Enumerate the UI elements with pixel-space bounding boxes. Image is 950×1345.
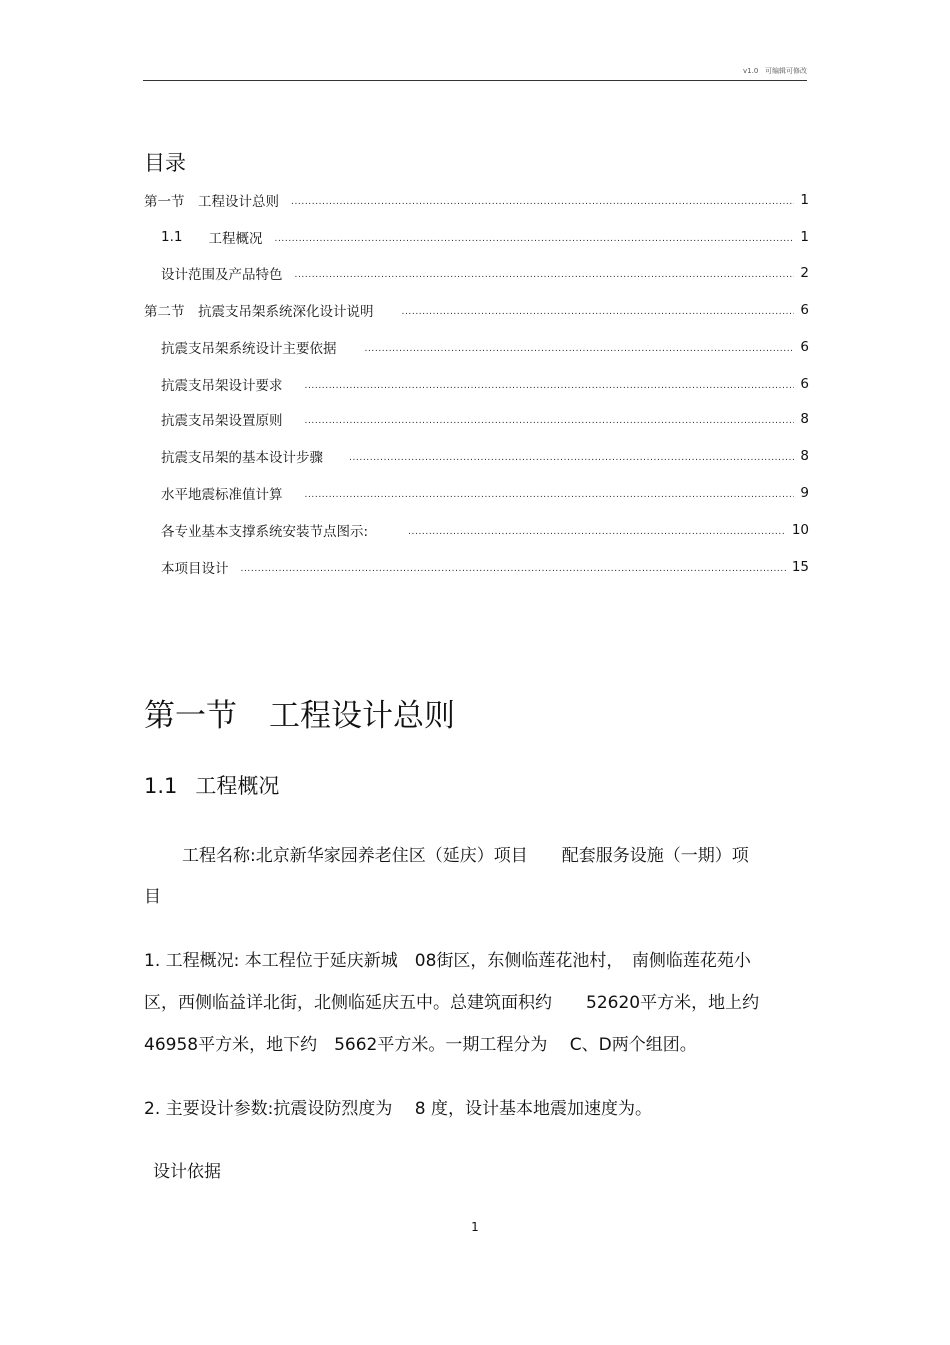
- toc-entry-label: 抗震支吊架设置原则: [161, 413, 283, 429]
- subsection-heading: [144, 770, 279, 800]
- toc-entry-page: 8: [800, 448, 809, 464]
- toc-title: 目录: [144, 151, 186, 175]
- page-header: [743, 66, 807, 76]
- toc-leader-dots: [365, 337, 795, 357]
- toc-entry-page: 1: [800, 229, 809, 245]
- toc-leader-dots: [349, 446, 794, 466]
- toc-entry-page: 2: [800, 265, 809, 281]
- paragraph-line: 1. 工程概况: 本工程位于延庆新城 08街区，东侧临莲花池村， 南侧临莲花苑小: [144, 951, 751, 971]
- toc-entry-label: 工程概况: [208, 231, 263, 247]
- page-number: 1: [471, 1220, 479, 1234]
- toc-entry[interactable]: [161, 557, 809, 577]
- section-number: 第一节: [144, 698, 237, 734]
- header-version: v1.0: [743, 67, 759, 75]
- paragraph-line: 工程名称:北京新华家园养老住区（延庆）项目 配套服务设施（一期）项: [182, 846, 749, 866]
- toc-entry[interactable]: [161, 263, 809, 283]
- toc-entry-page: 1: [800, 192, 809, 208]
- toc-entry-label: 各专业基本支撑系统安装节点图示:: [161, 524, 369, 540]
- toc-entry-page: 6: [800, 302, 809, 318]
- toc-entry-page: 6: [800, 339, 809, 355]
- toc-leader-dots: [274, 227, 794, 247]
- toc-entry-label: 第一节 工程设计总则: [144, 194, 279, 210]
- toc-entry[interactable]: [161, 409, 809, 429]
- toc-entry-page: 8: [800, 411, 809, 427]
- toc-leader-dots: [295, 263, 795, 283]
- paragraph-line: 2. 主要设计参数:抗震设防烈度为 8 度，设计基本地震加速度为。: [144, 1099, 652, 1119]
- toc-entry[interactable]: [161, 520, 809, 540]
- paragraph-line: 目: [144, 887, 161, 907]
- toc-entry-label: 抗震支吊架的基本设计步骤: [161, 450, 323, 466]
- toc-leader-dots: [305, 409, 795, 429]
- toc-entry-page: 9: [800, 485, 809, 501]
- toc-leader-dots: [305, 374, 795, 394]
- toc-entry-number: 1.1: [161, 229, 183, 245]
- toc-entry[interactable]: [161, 483, 809, 503]
- toc-leader-dots: [402, 300, 795, 320]
- toc-entry-label: 抗震支吊架设计要求: [161, 378, 283, 394]
- toc-entry[interactable]: [144, 300, 809, 320]
- toc-leader-dots: [291, 190, 794, 210]
- toc-entry[interactable]: [144, 190, 809, 210]
- toc-leader-dots: [408, 520, 786, 540]
- paragraph-line: 区，西侧临益详北街，北侧临延庆五中。总建筑面积约 52620平方米，地上约: [144, 993, 760, 1013]
- toc-entry-label: 第二节 抗震支吊架系统深化设计说明: [144, 304, 374, 320]
- section-heading: [144, 690, 455, 735]
- toc-entry[interactable]: [161, 374, 809, 394]
- header-divider: [143, 80, 807, 81]
- toc-entry[interactable]: [161, 227, 809, 247]
- section-title: 工程设计总则: [269, 698, 455, 734]
- toc-entry-page: 15: [791, 559, 809, 575]
- toc-entry-label: 本项目设计: [161, 561, 229, 577]
- toc-leader-dots: [305, 483, 795, 503]
- paragraph-heading: 设计依据: [153, 1162, 221, 1182]
- subsection-title: 工程概况: [195, 774, 280, 798]
- subsection-number: 1.1: [144, 774, 178, 798]
- toc-entry-label: 设计范围及产品特色: [161, 267, 283, 283]
- toc-entry[interactable]: [161, 337, 809, 357]
- toc-entry-page: 10: [791, 522, 809, 538]
- header-note: 可编辑可修改: [765, 67, 807, 75]
- toc-entry-label: 水平地震标准值计算: [161, 487, 283, 503]
- paragraph-line: 46958平方米，地下约 5662平方米。一期工程分为 C、D两个组团。: [144, 1035, 697, 1055]
- toc-entry-label: 抗震支吊架系统设计主要依据: [161, 341, 337, 357]
- toc-entry[interactable]: [161, 446, 809, 466]
- toc-entry-page: 6: [800, 376, 809, 392]
- toc-leader-dots: [241, 557, 786, 577]
